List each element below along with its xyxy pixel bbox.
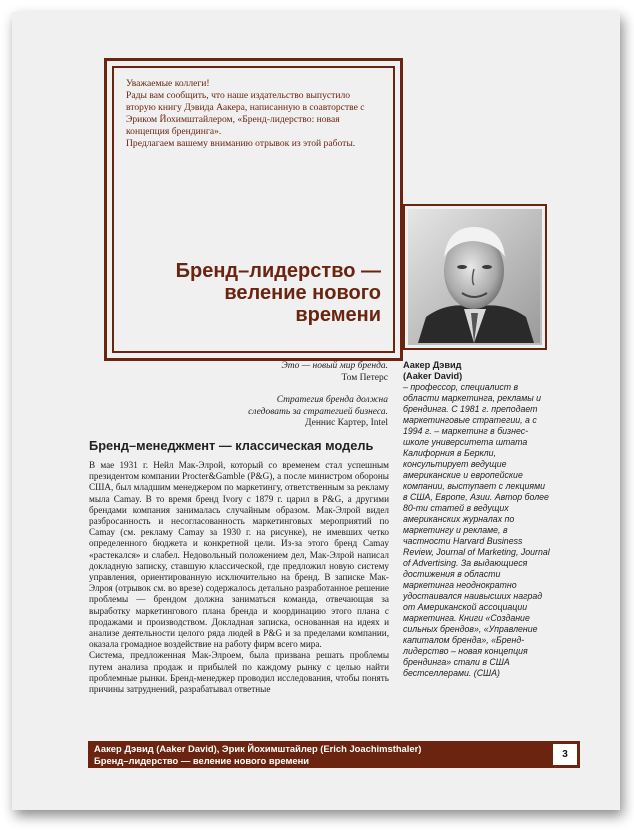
author-name-latin: (Aaker David): [403, 371, 463, 381]
intro-inner-frame: [112, 66, 395, 353]
footer-bar: [88, 741, 554, 768]
epigraph-author: Том Петерс: [341, 372, 388, 383]
author-name: Аакер Дэвид: [403, 360, 462, 370]
intro-text: [126, 78, 381, 150]
article-title-line: времени: [295, 304, 381, 326]
body-paragraph: Система, предложенная Мак-Элроем, была призвана решать проблемы путем анализа продаж и прибылей по каждому рынку с целью найти проблемные рынки. Бренд-менеджер проводил исследования, чтобы понять причины затруднений, разрабатывал ответные: [89, 650, 389, 695]
footer-title: Бренд–лидерство — веление нового времени: [94, 755, 310, 766]
intro-announcement: Рады вам сообщить, что наше издательство выпустило вторую книгу Дэвида Аакера, написанную в соавторстве с Эриком Йохимштайлером, «Бренд-лидерство: новая концепция брендинга».: [126, 90, 365, 137]
article-title: [131, 260, 381, 326]
author-portrait-image: [408, 209, 540, 343]
article-title-line: веление нового: [224, 282, 381, 304]
page-number-box: [550, 741, 580, 768]
author-photo: [408, 209, 542, 345]
footer-authors: Аакер Дэвид (Aaker David), Эрик Йохимштайлер (Erich Joachimsthaler): [94, 743, 422, 754]
article-title-line: Бренд–лидерство —: [175, 260, 381, 282]
epigraph: [200, 395, 388, 430]
epigraph-quote: Это — новый мир бренда.: [281, 361, 388, 371]
epigraph-quote: следовать за стратегией бизнеса.: [248, 406, 388, 417]
intro-greeting: Уважаемые коллеги!: [126, 78, 210, 89]
intro-box: [104, 58, 403, 361]
intro-offer: Предлагаем вашему вниманию отрывок из этой работы.: [126, 138, 356, 149]
author-bio: – профессор, специалист в области маркетинга, рекламы и брендинга. С 1981 г. преподает маркетинговые стратегии, а с 1994 г. – маркетинг в бизнес-школе университета штата Калифорния в Беркли, консультирует ведущие американские и европейские компании, выступает с лекциями в США, Европе, Азии. Автор более 80-ти статей в ведущих американских журналах по маркетингу и рекламе, в частности Harvard Business Review, Journal of Marketing, Journal of Advertising. За выдающиеся достижения в области маркетинга неоднократно удостаивался наивысших наград от Американской ассоциации маркетинга. Книги «Создание сильных брендов», «Управление капиталом бренда», «Бренд-лидерство – новая концепция брендинга» стали в США бестселлерами. (США): [403, 382, 550, 678]
article-body: [89, 460, 389, 695]
author-sidebar: [403, 360, 551, 679]
section-heading: Бренд–менеджмент — классическая модель: [89, 438, 374, 453]
epigraph: [200, 361, 388, 384]
page-number: 3: [553, 744, 577, 765]
epigraph-author: Деннис Картер, Intel: [305, 418, 388, 428]
epigraph-quote: Стратегия бренда должна: [276, 395, 388, 405]
body-paragraph: В мае 1931 г. Нейл Мак-Элрой, который со временем стал успешным президентом компании Procter&Gamble (P&G), а после министром обороны США, был младшим менеджером по маркетингу, ответственным за рекламу мыла Camay. В то время бренд Ivory с 1879 г. царил в P&G, а другими брендами компания занималась случайным образом. Мак-Элрой видел разбросанность и несогласованность маркетинговых мероприятий по Camay (см. рекламу Camay за 1930 г. на рисунке), не имевших четко определенного бюджета и конкретной цели. Из-за этого бренд Camay «растекался» и слабел. Недовольный положением дел, Мак-Элрой написал докладную записку, ставшую классической, где предложил новую систему управления, ориентированную исключительно на бренд. В записке Мак-Элроя (отрывок см. во врезе) содержалось детально разработанное решение проблемы — брендом должна заниматься команда, отвечающая за выработку маркетингового плана бренда и координацию этого плана с продажами и производством. Докладная записка, основанная на идеях и анализе деятельности целого ряда людей в P&G и за пределами компании, оказала громадное воздействие на работу фирм всего мира.: [89, 460, 389, 650]
author-photo-frame: [403, 204, 547, 350]
